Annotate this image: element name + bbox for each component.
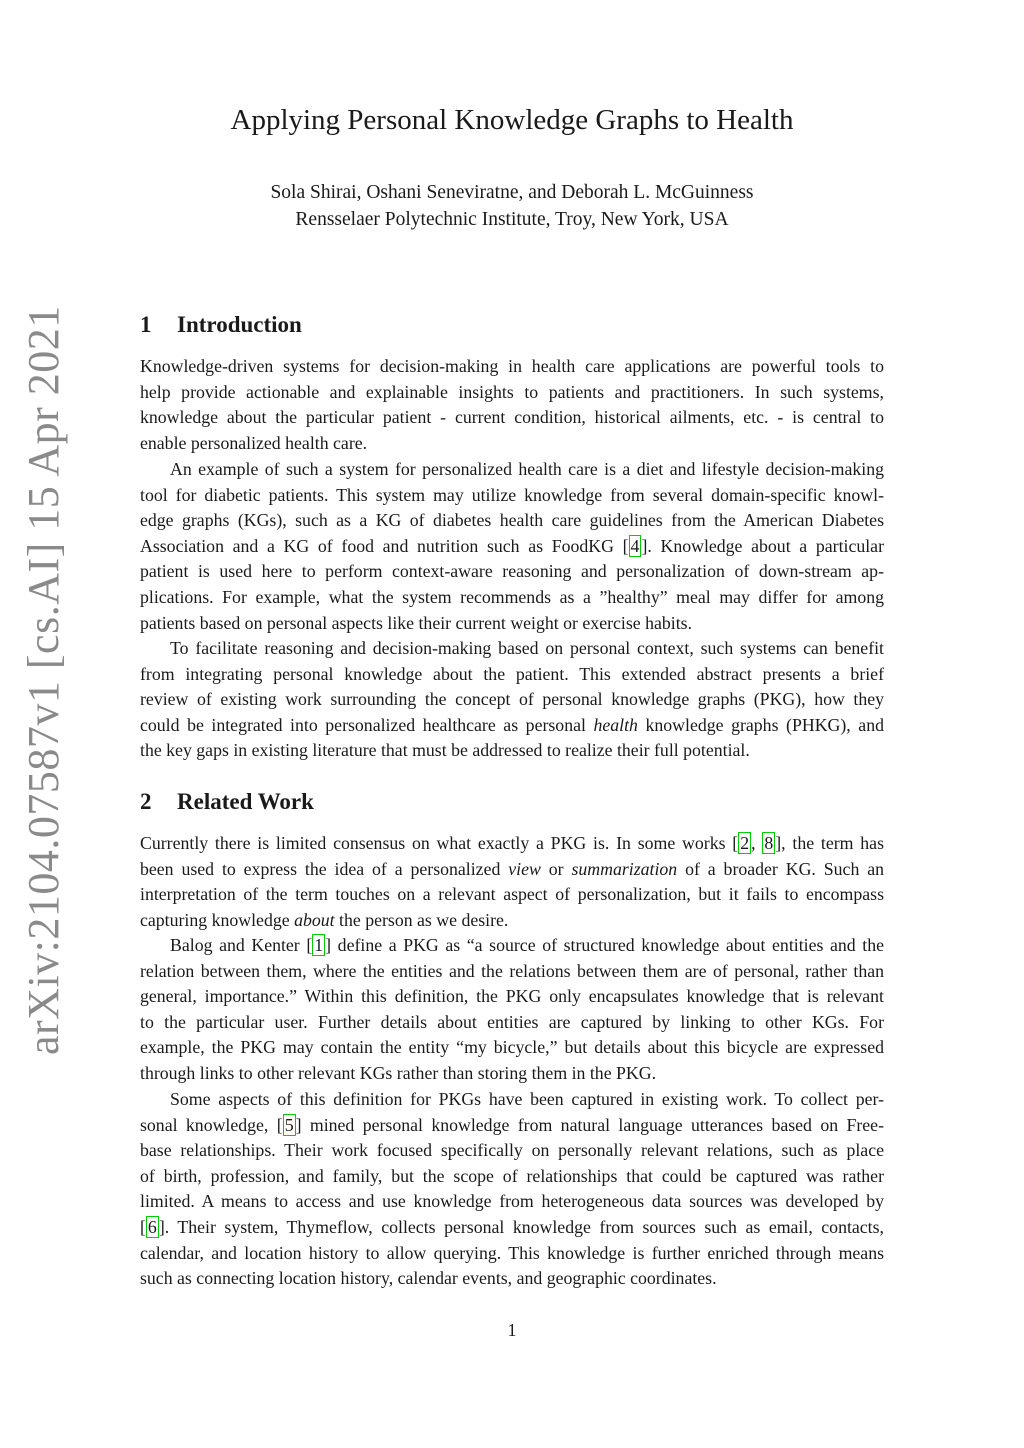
arxiv-identifier: arXiv:2104.07587v1 [cs.AI] 15 Apr 2021 bbox=[19, 305, 68, 1055]
text-line bbox=[140, 857, 884, 883]
text-line: limited. A means to access and use knowledge from heterogeneous data sources was developed by bbox=[140, 1191, 884, 1212]
citation-link[interactable]: 8 bbox=[764, 833, 774, 853]
citation-link[interactable]: 4 bbox=[630, 535, 640, 556]
text-line bbox=[140, 831, 884, 857]
text-line: patient is used here to perform context-aware reasoning and personalization of down-stream ap- bbox=[140, 561, 884, 582]
text-line bbox=[140, 933, 884, 959]
text-line: base relationships. Their work focused specifically on personally relevant relations, such as place bbox=[140, 1140, 884, 1161]
text-line: of birth, profession, and family, but the scope of relationships that could be captured was rather bbox=[140, 1165, 884, 1186]
text-line bbox=[140, 908, 884, 934]
citation-link[interactable]: 1 bbox=[314, 935, 324, 955]
text-run: ] mined personal knowledge from natural language utterances based on Free- bbox=[295, 1114, 884, 1135]
text-line: knowledge about the particular patient - current condition, historical ailments, etc. - is central to bbox=[140, 407, 884, 428]
text-run: [ bbox=[140, 1216, 146, 1237]
paragraph-related-2 bbox=[140, 933, 884, 1087]
citation-link[interactable]: 5 bbox=[284, 1114, 294, 1135]
text-line bbox=[140, 1215, 884, 1241]
text-line: from integrating personal knowledge about the patient. This extended abstract presents a brief bbox=[140, 663, 884, 684]
section-title: Introduction bbox=[177, 312, 302, 337]
text-run: ] define a PKG as “a source of structured knowledge about entities and the bbox=[325, 935, 884, 955]
text-line: edge graphs (KGs), such as a KG of diabetes health care guidelines from the American Diabetes bbox=[140, 510, 884, 531]
section-heading-related-work bbox=[140, 789, 314, 815]
text-line: to the particular user. Further details about entities are captured by linking to other KGs. For bbox=[140, 1011, 884, 1032]
section-title: Related Work bbox=[177, 789, 314, 814]
section-number: 1 bbox=[140, 312, 152, 337]
text-run: ]. Their system, Thymeflow, collects personal knowledge from sources such as email, contacts, bbox=[158, 1216, 884, 1237]
section-heading-introduction bbox=[140, 312, 302, 338]
text-run: Currently there is limited consensus on what exactly a PKG is. In some works [ bbox=[140, 833, 739, 853]
emphasized-text: summarization bbox=[571, 858, 678, 879]
text-run: been used to express the idea of a personalized bbox=[140, 858, 509, 879]
text-line: calendar, and location history to allow querying. This knowledge is further enriched through means bbox=[140, 1242, 884, 1263]
text-line bbox=[140, 1113, 884, 1139]
emphasized-text: about bbox=[294, 909, 335, 930]
text-run: capturing knowledge bbox=[140, 909, 295, 930]
text-line: Some aspects of this definition for PKGs have been captured in existing work. To collect per- bbox=[170, 1089, 884, 1109]
text-line: An example of such a system for personalized health care is a diet and lifestyle decision-making bbox=[170, 459, 884, 479]
author-block bbox=[0, 179, 1024, 233]
section-number: 2 bbox=[140, 789, 152, 814]
citation-link[interactable]: 2 bbox=[740, 833, 750, 853]
text-line: review of existing work surrounding the concept of personal knowledge graphs (PKG), how they bbox=[140, 689, 884, 710]
page-number: 1 bbox=[507, 1320, 517, 1340]
text-line: relation between them, where the entities and the relations between them are of personal, rather than bbox=[140, 960, 884, 981]
text-run: the person as we desire. bbox=[334, 909, 509, 930]
text-line: To facilitate reasoning and decision-making based on personal context, such systems can benefit bbox=[170, 638, 884, 658]
author-affiliation: Rensselaer Polytechnic Institute, Troy, New York, USA bbox=[295, 209, 729, 230]
text-run: knowledge graphs (PHKG), and bbox=[637, 714, 884, 735]
paragraph-intro-1 bbox=[140, 354, 884, 456]
text-line bbox=[140, 534, 884, 560]
text-line: plications. For example, what the system recommends as a ”healthy” meal may differ for among bbox=[140, 586, 884, 607]
text-line: help provide actionable and explainable insights to patients and practitioners. In such systems, bbox=[140, 381, 884, 402]
text-run: Association and a KG of food and nutrition such as FoodKG [ bbox=[140, 535, 629, 556]
citation-link[interactable]: 6 bbox=[147, 1216, 157, 1237]
text-run: or bbox=[540, 858, 572, 879]
text-line: the key gaps in existing literature that must be addressed to realize their full potential. bbox=[140, 740, 750, 761]
text-run: sonal knowledge, [ bbox=[140, 1114, 283, 1135]
text-run: Balog and Kenter [ bbox=[170, 935, 313, 955]
text-line: interpretation of the term touches on a relevant aspect of personalization, but it fails to encompass bbox=[140, 884, 884, 905]
text-run: , bbox=[751, 833, 763, 853]
text-line: tool for diabetic patients. This system may utilize knowledge from several domain-specific knowl- bbox=[140, 484, 884, 505]
emphasized-text: health bbox=[593, 714, 638, 735]
paragraph-intro-3 bbox=[140, 636, 884, 764]
paragraph-intro-2 bbox=[140, 457, 884, 636]
text-run: ], the term has bbox=[775, 833, 884, 853]
author-names: Sola Shirai, Oshani Seneviratne, and Deborah L. McGuinness bbox=[270, 182, 754, 203]
text-line: general, importance.” Within this definition, the PKG only encapsulates knowledge that is relevant bbox=[140, 986, 884, 1007]
text-line: Knowledge-driven systems for decision-making in health care applications are powerful tools to bbox=[140, 356, 884, 376]
paper-title: Applying Personal Knowledge Graphs to Health bbox=[230, 104, 794, 136]
text-line: through links to other relevant KGs rather than storing them in the PKG. bbox=[140, 1062, 657, 1083]
paragraph-related-1 bbox=[140, 831, 884, 933]
text-line: patients based on personal aspects like their current weight or exercise habits. bbox=[140, 612, 693, 633]
text-run: ]. Knowledge about a particular bbox=[641, 535, 884, 556]
emphasized-text: view bbox=[508, 858, 541, 879]
text-run: of a broader KG. Such an bbox=[677, 858, 885, 879]
paragraph-related-3 bbox=[140, 1087, 884, 1292]
text-line: enable personalized health care. bbox=[140, 432, 368, 453]
text-line bbox=[140, 713, 884, 739]
text-line: example, the PKG may contain the entity “my bicycle,” but details about this bicycle are expressed bbox=[140, 1037, 884, 1058]
text-run: could be integrated into personalized healthcare as personal bbox=[140, 714, 594, 735]
text-line: such as connecting location history, calendar events, and geographic coordinates. bbox=[140, 1268, 717, 1289]
